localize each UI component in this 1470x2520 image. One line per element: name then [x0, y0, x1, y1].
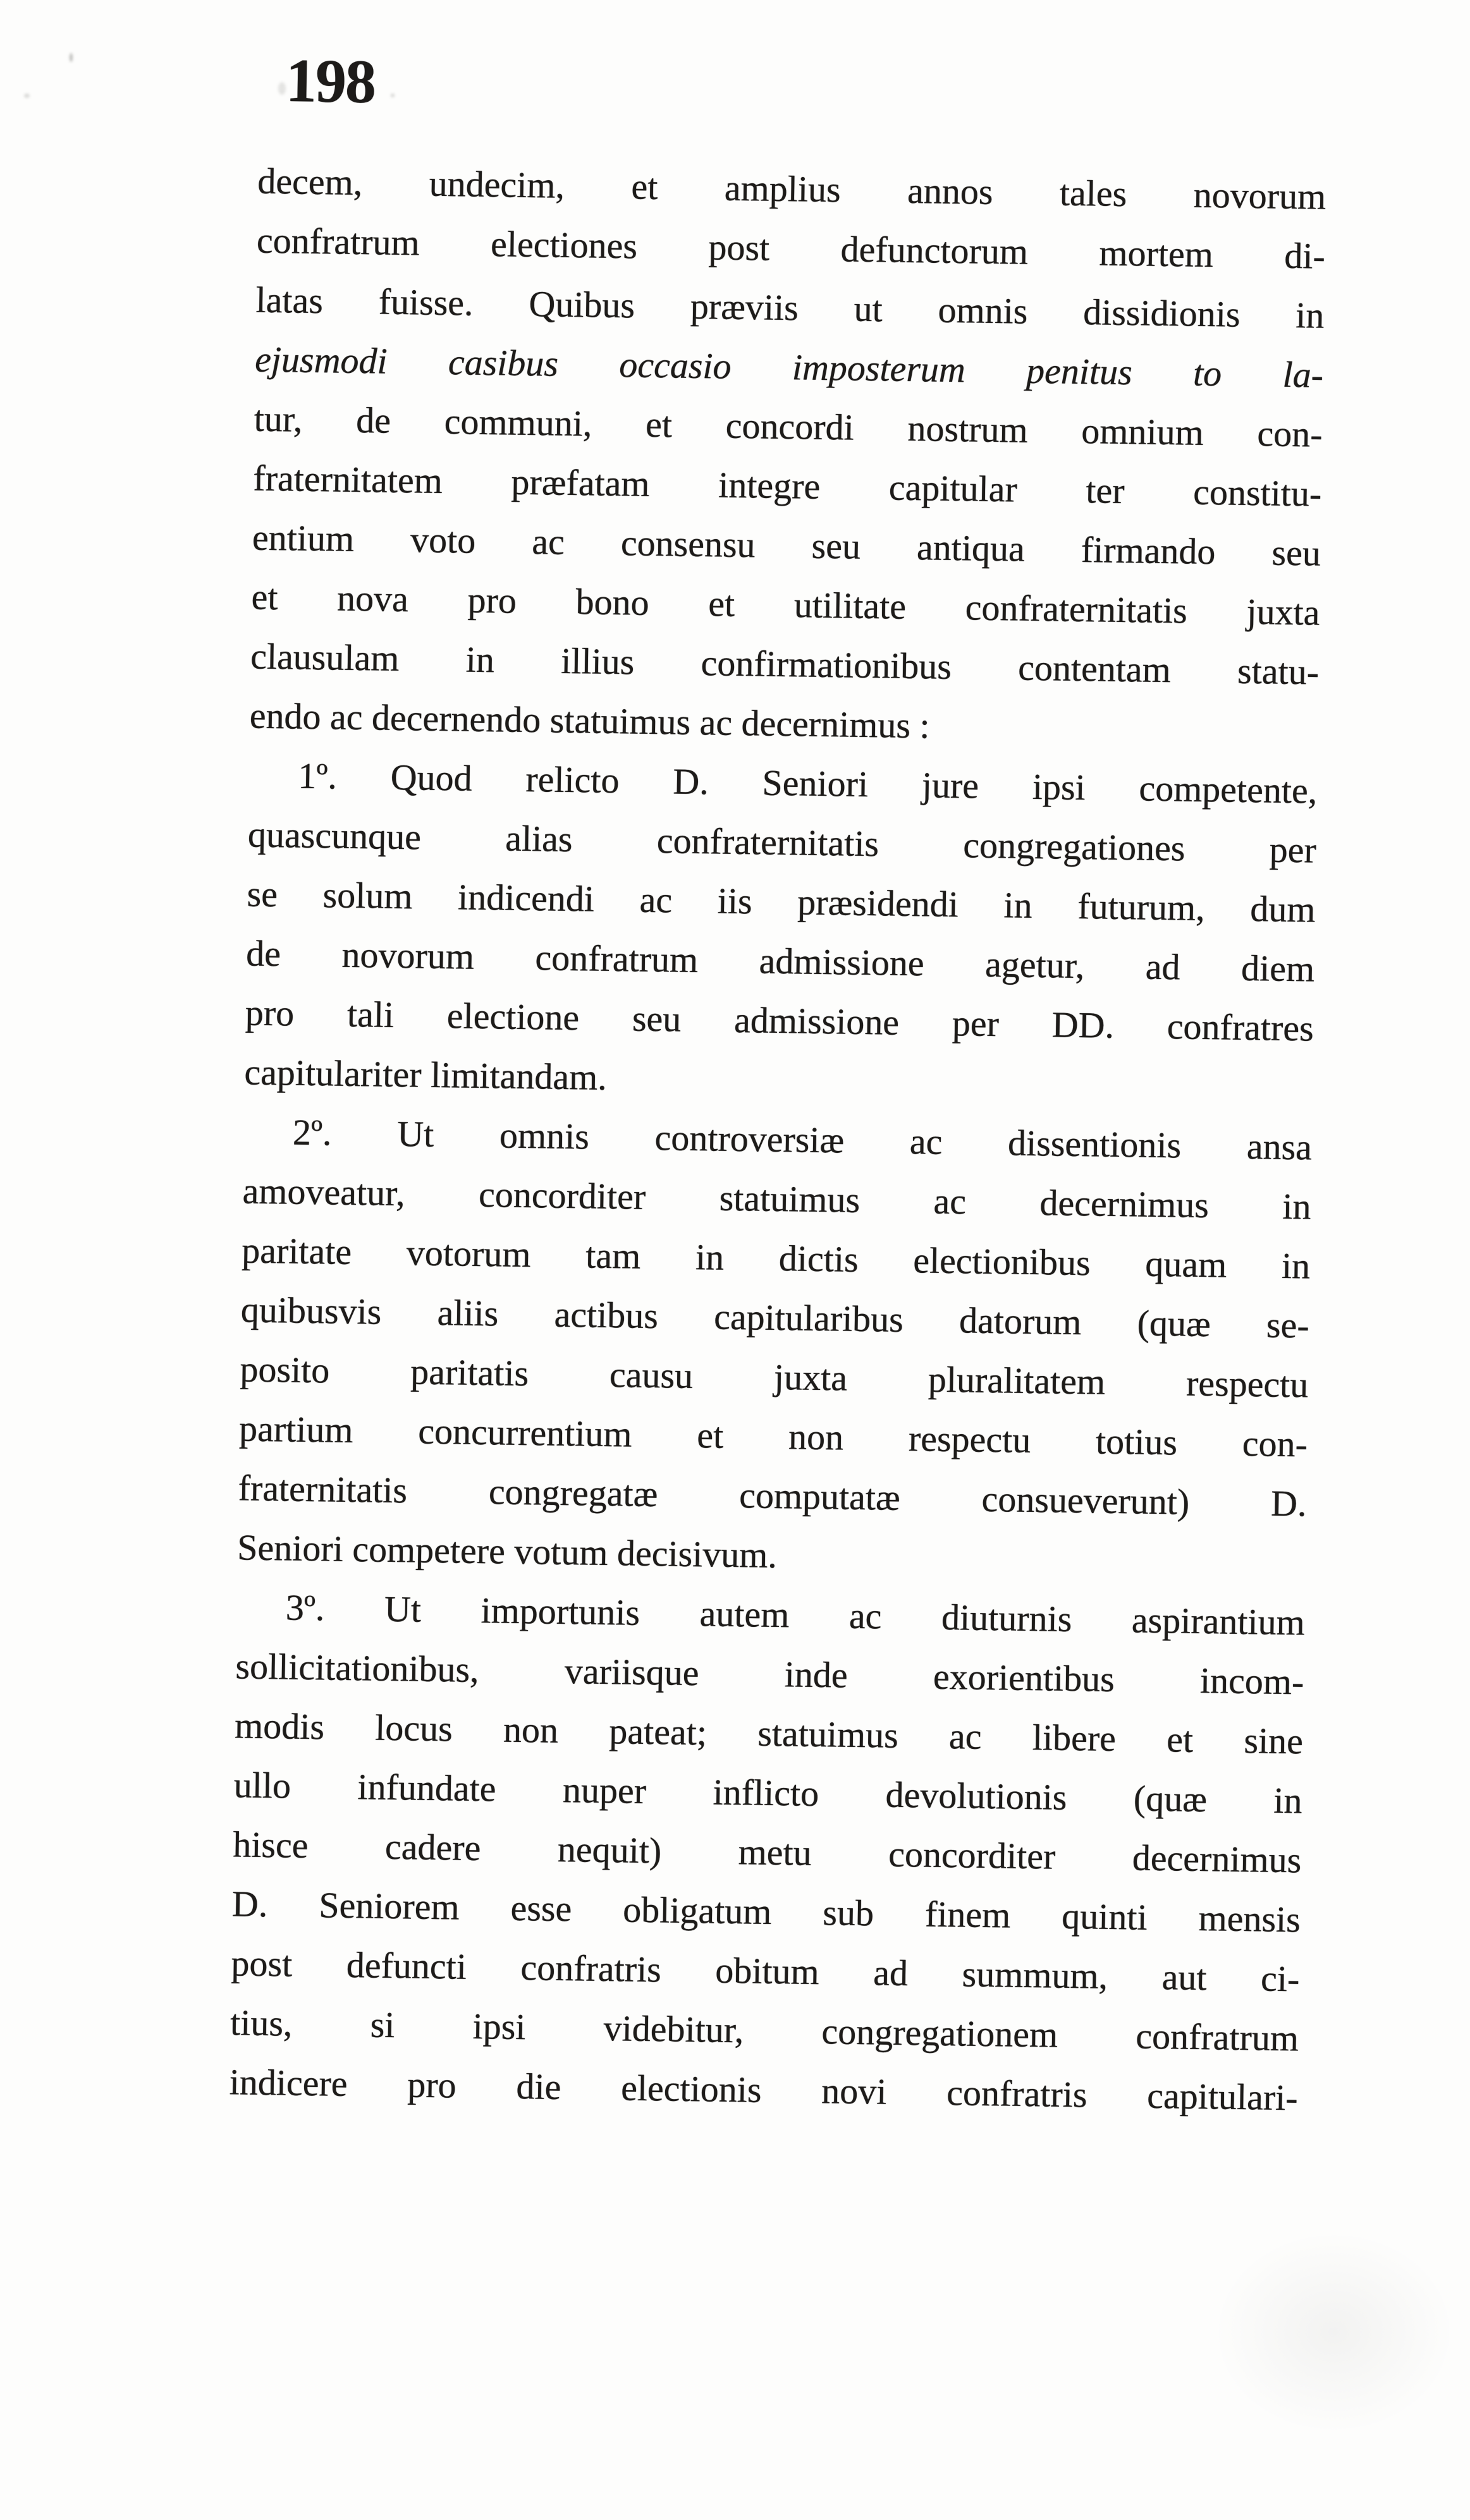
paragraph: [249, 152, 1326, 762]
text-line: decem, undecim, et amplius annos tales novorum: [257, 160, 1326, 217]
text-line: pro tali electione seu admissione per DD. confratres: [245, 992, 1314, 1049]
text-line: tius, si ipsi videbitur, congregationem confratrum: [230, 2002, 1299, 2059]
text-line: sollicitationibus, variisque inde exorientibus incom-: [235, 1645, 1304, 1703]
text-line: partium concurrentium et non respectu totius con-: [238, 1408, 1308, 1465]
text-line: de novorum confratrum admissione agetur, ad diem: [245, 932, 1315, 990]
text-line: posito paritatis causu juxta pluralitatem respectu: [240, 1348, 1309, 1406]
text-line: clausulam in illius confirmationibus contentam statu-: [250, 635, 1320, 693]
text-block: [229, 152, 1326, 2128]
text-line: Seniori competere votum decisivum.: [236, 1526, 778, 1576]
text-line: tur, de communi, et concordi nostrum omnium con-: [254, 398, 1323, 455]
scan-speck: [70, 53, 73, 62]
text-line: quascunque alias confraternitatis congregationes per: [247, 813, 1317, 871]
scan-speck: [24, 94, 30, 98]
text-line: modis locus non pateat; statuimus ac libere et sine: [234, 1705, 1304, 1762]
text-line: fraternitatem præfatam integre capitular ter constitu-: [252, 457, 1322, 514]
text-line: fraternitatis congregatæ computatæ consueverunt) D.: [238, 1467, 1308, 1525]
scan-speck: [391, 94, 395, 97]
text-line: capitulariter limitandam.: [244, 1051, 608, 1098]
scan-speck: [278, 82, 286, 95]
text-line: 1º. Quod relicto D. Seniori jure ipsi competente,: [297, 755, 1318, 812]
text-line: latas fuisse. Quibus præviis ut omnis dissidionis in: [255, 279, 1325, 336]
text-line: entium voto ac consensu seu antiqua firmando seu: [252, 516, 1321, 574]
text-line: 2º. Ut omnis controversiæ ac dissentionis ansa: [292, 1111, 1313, 1168]
paragraph: [237, 1102, 1313, 1593]
text-line: paritate votorum tam in dictis electionibus quam in: [241, 1229, 1311, 1287]
text-line: endo ac decernendo statuimus ac decernimus :: [249, 695, 931, 746]
text-line: indicere pro die electionis novi confratris capitulari-: [229, 2061, 1299, 2119]
text-line: se solum indicendi ac iis præsidendi in futurum, dum: [247, 873, 1316, 930]
text-line: post defuncti confratris obitum ad summum, aut ci-: [231, 1942, 1300, 2000]
text-line: ejusmodi casibus occasio imposterum penitus to la-: [254, 338, 1324, 396]
paragraph: [229, 1577, 1305, 2127]
text-line: et nova pro bono et utilitate confraternitatis juxta: [251, 576, 1320, 633]
text-line: confratrum electiones post defunctorum mortem di-: [256, 219, 1326, 277]
text-line: ullo infundate nuper inflicto devolutionis (quæ in: [233, 1764, 1303, 1822]
text-line: amoveatur, concorditer statuimus ac decernimus in: [242, 1170, 1312, 1227]
text-line: hisce cadere nequit) metu concorditer decernimus: [232, 1823, 1302, 1881]
text-line: D. Seniorem esse obligatum sub finem quinti mensis: [231, 1883, 1301, 1940]
scan-shadow: [1214, 2231, 1454, 2433]
paragraph: [244, 746, 1318, 1118]
page-number: 198: [285, 46, 376, 117]
text-line: quibusvis aliis actibus capitularibus datorum (quæ se-: [240, 1289, 1310, 1346]
text-line: 3º. Ut importunis autem ac diuturnis aspirantium: [285, 1586, 1306, 1643]
